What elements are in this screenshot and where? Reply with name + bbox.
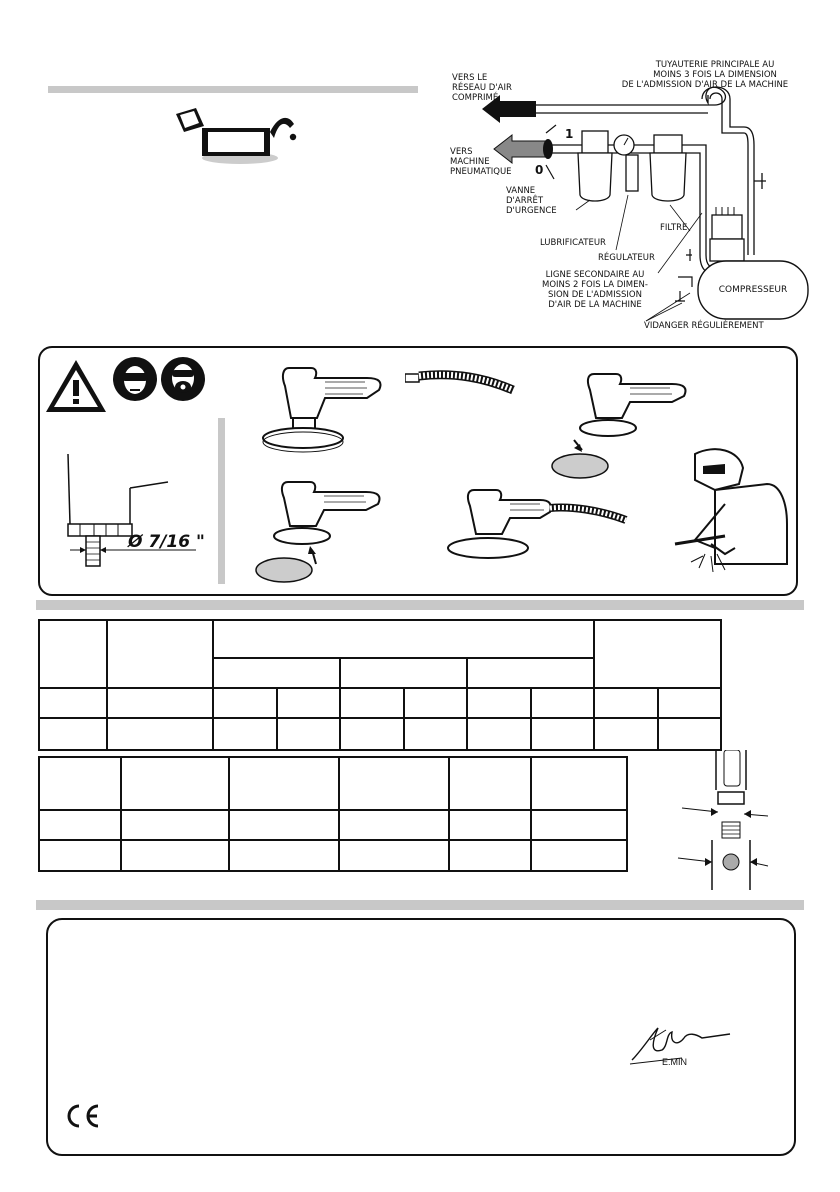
spec-table-1 [38, 619, 722, 751]
to-machine-label-1: VERS [450, 147, 473, 157]
section-bar-specifications [36, 600, 804, 610]
valve-label-2: D'ARRÊT [506, 196, 544, 206]
secondary-line-label-1: LIGNE SECONDAIRE AU [545, 270, 645, 280]
abrasive-disc-illustration-1 [548, 436, 618, 480]
eye-protection-icon [112, 356, 158, 402]
to-network-label-2: RÉSEAU D'AIR [452, 83, 512, 93]
spec-table-2 [38, 756, 628, 872]
regulator-label: RÉGULATEUR [598, 253, 655, 263]
main-pipe-label-2: MOINS 3 FOIS LA DIMENSION [653, 70, 777, 80]
secondary-line-label-3: SION DE L'ADMISSION [548, 290, 642, 300]
oil-can-icon [170, 108, 300, 168]
main-pipe-label-1: TUYAUTERIE PRINCIPALE AU [655, 60, 775, 70]
warning-icon [44, 358, 108, 414]
section-bar-lubrication [48, 86, 418, 93]
signature-name: E.MIN [662, 1057, 688, 1067]
respirator-icon [160, 356, 206, 402]
to-network-label-1: VERS LE [452, 73, 488, 83]
drain-label: VIDANGER RÉGULIÈREMENT [644, 321, 764, 331]
secondary-line-label-4: D'AIR DE LA MACHINE [548, 300, 642, 310]
lubricator-label: LUBRIFICATEUR [540, 238, 606, 248]
valve-position-on: 1 [565, 127, 574, 141]
to-network-label-3: COMPRIMÉ [452, 93, 499, 103]
valve-label-3: D'URGENCE [506, 206, 557, 216]
secondary-line-label-2: MOINS 2 FOIS LA DIMEN- [542, 280, 648, 290]
filter-label: FILTRE [660, 223, 688, 233]
air-supply-diagram [440, 55, 820, 340]
sander-tool-illustration-1 [255, 362, 395, 458]
air-hose-illustration [405, 368, 515, 398]
valve-position-off: 0 [535, 163, 544, 177]
air-inlet-detail-diagram [672, 750, 772, 890]
sander-with-disc-illustration [254, 478, 384, 590]
main-pipe-label-3: DE L'ADMISSION D'AIR DE LA MACHINE [621, 80, 789, 90]
valve-label-1: VANNE [506, 186, 536, 196]
fitting-diameter-label: Ø 7/16 " [128, 532, 205, 552]
section-bar-declaration [36, 900, 804, 910]
to-machine-label-2: MACHINE [450, 157, 490, 167]
panel-divider [218, 418, 225, 584]
sander-tool-illustration-2 [560, 370, 700, 440]
ce-mark-icon [62, 1103, 102, 1129]
to-machine-label-3: PNEUMATIQUE [450, 167, 512, 177]
compressor-label: COMPRESSEUR [718, 285, 788, 295]
sander-with-hose-illustration [440, 486, 630, 572]
fitting-diagram [56, 448, 206, 578]
worker-illustration [655, 444, 790, 580]
